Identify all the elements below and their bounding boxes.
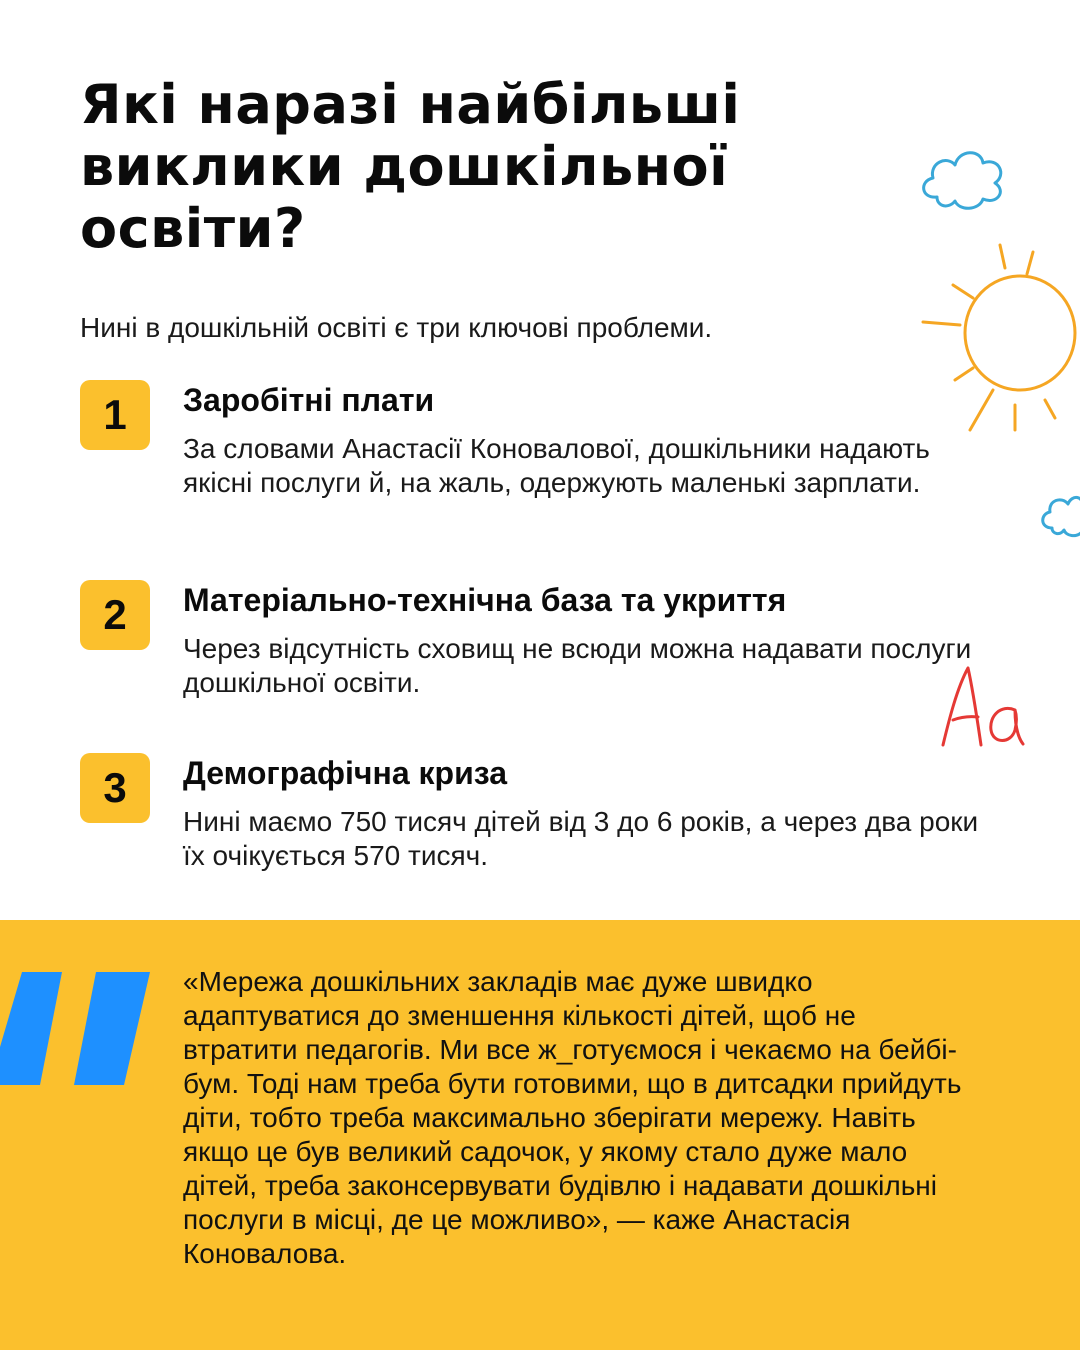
number-badge: 3 [80, 753, 150, 823]
item-body: Через відсутність сховищ не всюди можна надавати послуги дошкільної освіти. [183, 633, 972, 698]
item-title: Демографічна криза [183, 755, 508, 791]
page-title [80, 74, 940, 260]
cloud-small-icon [1038, 488, 1080, 540]
intro-text: Нині в дошкільній освіті є три ключові проблеми. [80, 312, 713, 343]
cloud-icon [915, 145, 1010, 215]
list-item [80, 380, 980, 540]
number-badge: 2 [80, 580, 150, 650]
quote-text: «Мережа дошкільних закладів має дуже швидко адаптуватися до зменшення кількості дітей, щоб не втратити педагогів. Ми все ж_готуємося і чекаємо на бейбі-бум. Тоді нам треба бути готовими, що в дитсадки прийдуть діти, тобто треба максимально зберігати мережу. Навіть якщо це був великий садочок, у якому стало дуже мало дітей, треба законсервувати будівлю і надавати дошкільні послуги в місці, де це можливо», — каже Анастасія Коновалова. [183, 966, 962, 1269]
title-line-1: Які наразі найбільші [80, 73, 741, 136]
quote-mark-icon [0, 972, 150, 1087]
item-body: Нині маємо 750 тисяч дітей від 3 до 6 років, а через два роки їх очікується 570 тисяч. [183, 806, 979, 871]
quote-block [0, 920, 1080, 1350]
list-item [80, 753, 980, 883]
item-body: За словами Анастасії Коновалової, дошкільники надають якісні послуги й, на жаль, одержують маленькі зарплати. [183, 433, 930, 498]
number-badge: 1 [80, 380, 150, 450]
item-title: Заробітні плати [183, 382, 435, 418]
item-title: Матеріально-технічна база та укриття [183, 582, 787, 618]
title-line-2: виклики дошкільної [80, 135, 729, 198]
title-line-3: освіти? [80, 197, 306, 260]
list-item [80, 580, 980, 710]
